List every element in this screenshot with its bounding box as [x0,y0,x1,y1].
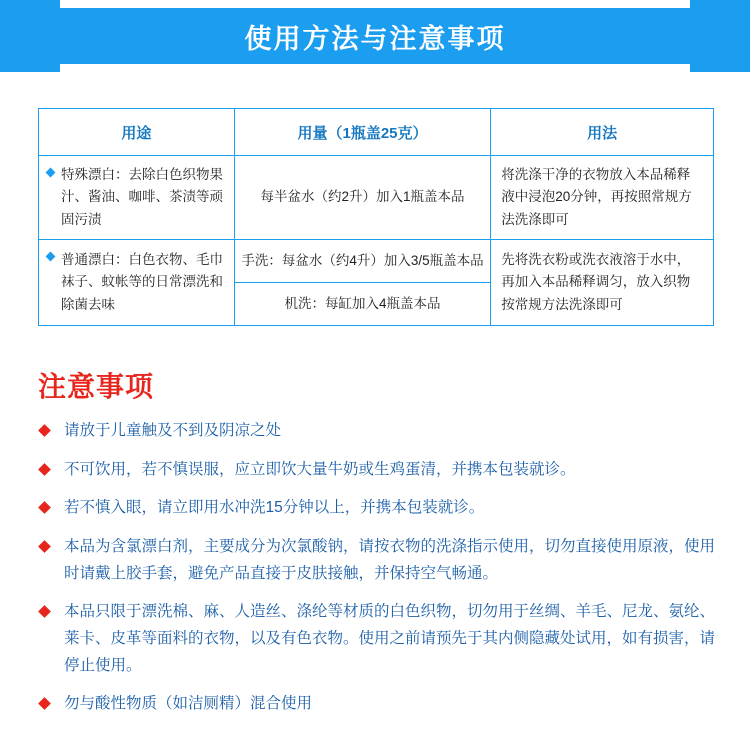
list-item [38,457,718,484]
list-item-text: 不可饮用，若不慎误服，应立即饮大量牛奶或生鸡蛋清，并携本包装就诊。 [64,460,576,478]
table-row [39,156,714,240]
diamond-bullet-icon [38,424,51,437]
table-header-row [39,109,714,156]
header-accent-under-left [0,64,60,72]
list-item-text: 本品只限于漂洗棉、麻、人造丝、涤纶等材质的白色织物，切勿用于丝绸、羊毛、尼龙、氨纶、莱卡、皮革等面料的衣物，以及有色衣物。使用之前请预先于其内侧隐藏处试用，如有损害，请停止使用。 [64,603,716,674]
list-item [38,534,718,587]
list-item [38,599,718,679]
table-row [39,239,714,326]
diamond-bullet-icon [38,501,51,514]
list-item-text: 请放于儿童触及不到及阴凉之处 [64,422,282,439]
usage-table [38,108,714,326]
cell-purpose-special [39,156,235,240]
cell-method-special: 将洗涤干净的衣物放入本品稀释液中浸泡20分钟，再按照常规方法洗涤即可 [491,156,714,240]
cell-text: 普通漂白：白色衣物、毛巾袜子、蚊帐等的日常漂洗和除菌去味 [61,252,223,312]
notice-section-title: 注意事项 [38,371,155,402]
cell-dosage-machinewash: 机洗：每缸加入4瓶盖本品 [284,296,441,312]
diamond-bullet-icon [38,540,51,553]
page-title: 使用方法与注意事项 [244,23,506,54]
usage-table-container [38,108,714,326]
diamond-bullet-icon [46,168,56,178]
diamond-bullet-icon [46,251,56,261]
list-item [38,691,718,718]
list-item [38,418,718,445]
cell-purpose-normal [39,239,235,326]
header-accent-left [0,0,60,8]
diamond-bullet-icon [38,463,51,476]
column-header-purpose: 用途 [39,109,235,156]
list-item-text: 勿与酸性物质（如洁厕精）混合使用 [64,695,313,713]
diamond-bullet-icon [38,697,51,710]
header-accent-right [690,0,750,8]
list-item-text: 本品为含氯漂白剂，主要成分为次氯酸钠，请按衣物的洗涤指示使用，切勿直接使用原液，使用时请戴上胶手套，避免产品直接于皮肤接触，并保持空气畅通。 [64,537,716,582]
cell-dosage-special: 每半盆水（约2升）加入1瓶盖本品 [234,156,491,240]
notice-list [38,418,718,730]
header-band [0,8,750,64]
list-item [38,495,718,522]
cell-text: 特殊漂白：去除白色织物果汁、酱油、咖啡、茶渍等顽固污渍 [61,167,223,227]
cell-method-normal: 先将洗衣粉或洗衣液溶于水中，再加入本品稀释调匀，放入织物按常规方法洗涤即可 [491,239,714,326]
column-header-method: 用法 [491,109,714,156]
list-item-text: 若不慎入眼，请立即用水冲洗15分钟以上，并携本包装就诊。 [64,499,485,517]
header-accent-under-right [690,64,750,72]
diamond-bullet-icon [38,605,51,618]
cell-dosage-handwash: 手洗：每盆水（约4升）加入3/5瓶盖本品 [235,240,491,283]
cell-dosage-normal [234,239,491,326]
column-header-dosage: 用量（1瓶盖25克） [234,109,491,156]
